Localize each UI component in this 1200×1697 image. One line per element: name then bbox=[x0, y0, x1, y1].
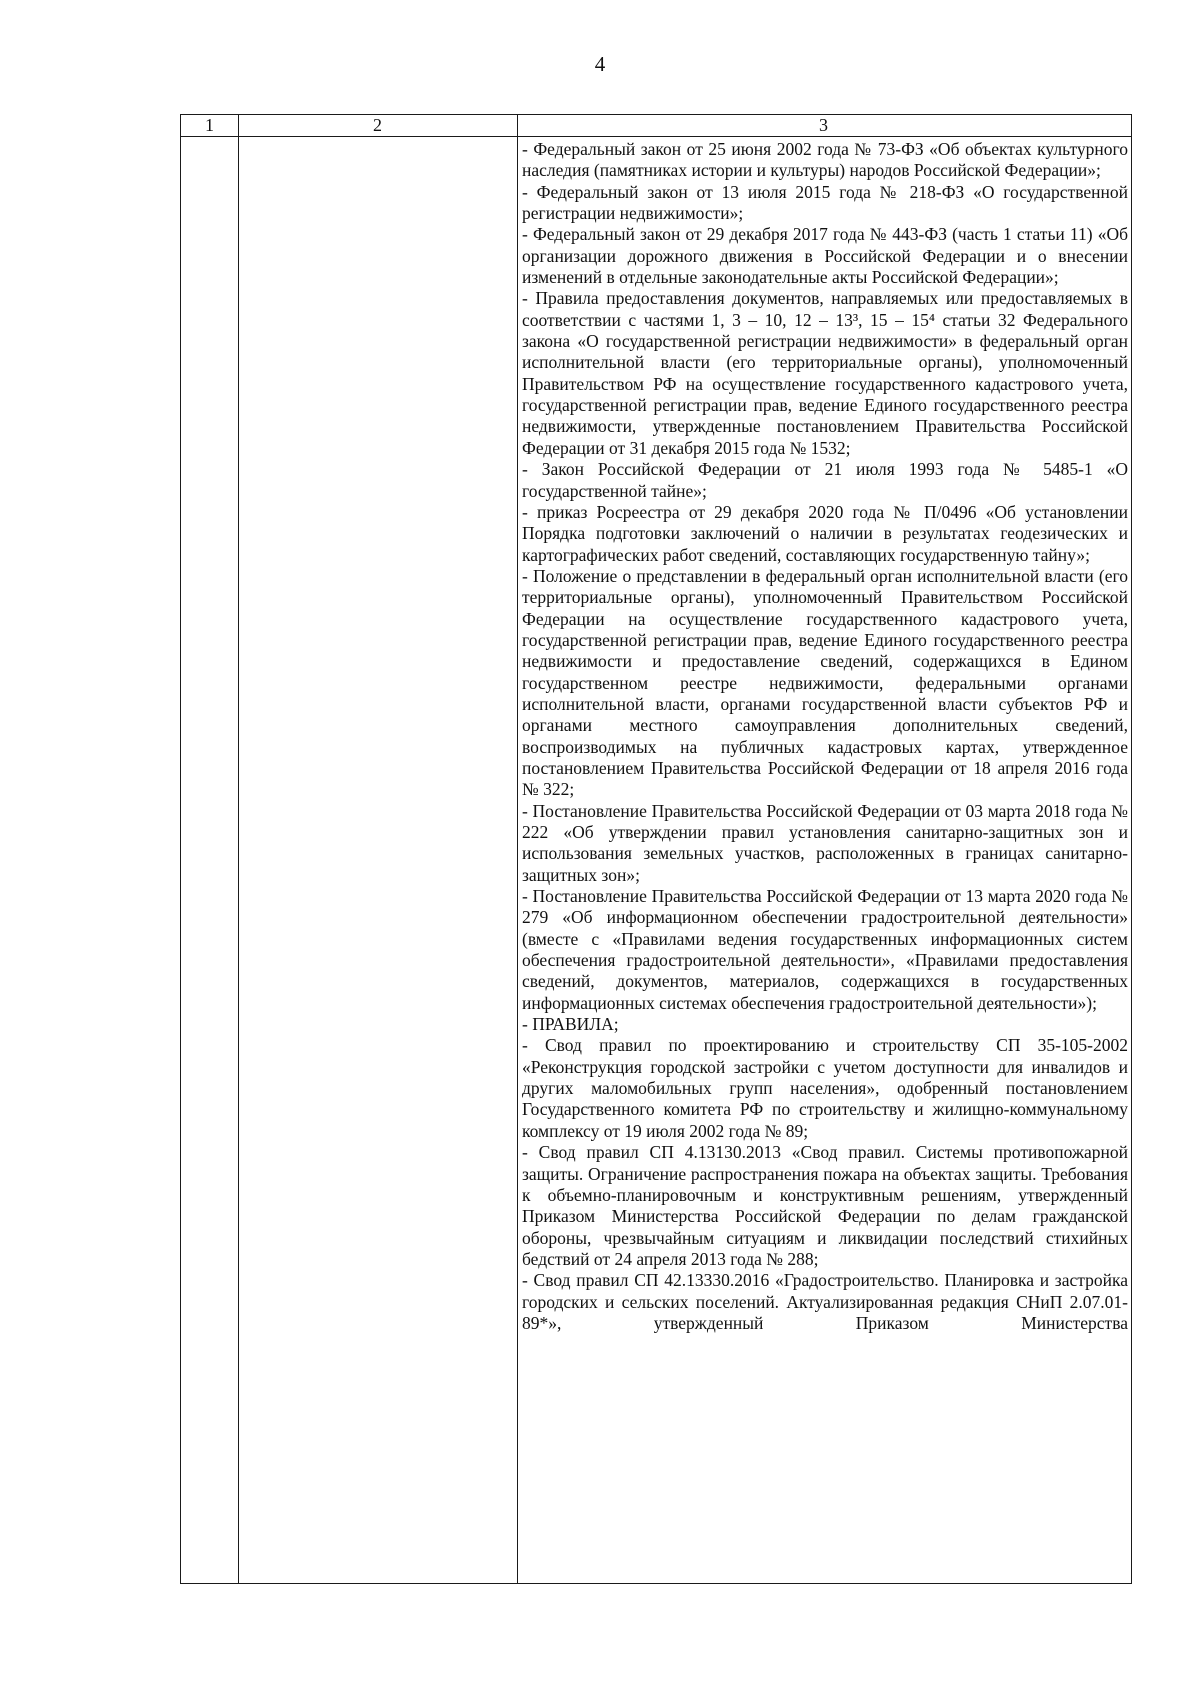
column-header-2: 2 bbox=[373, 115, 382, 135]
legal-reference-entry: - Постановление Правительства Российской Федерации от 03 марта 2018 года № 222 «Об утверждении правил установления санитарно-защитных зон и использования земельных участков, расположенных в границах санитарно-защитных зон»; bbox=[522, 800, 1128, 885]
legal-reference-entry: - ПРАВИЛА; bbox=[522, 1014, 619, 1035]
legal-reference-entry: - Свод правил по проектированию и строительству СП 35-105-2002 «Реконструкция городской застройки с учетом доступности для инвалидов и других маломобильных групп населения», одобренный постановлением Государственного комитета РФ по строительству и жилищно-коммунальному комплексу от 19 июля 2002 года № 89; bbox=[522, 1035, 1128, 1141]
legal-reference-entry: - Закон Российской Федерации от 21 июля 1993 года № 5485-1 «О государственной тайне»; bbox=[522, 459, 1128, 501]
legal-reference-entry: - Свод правил СП 4.13130.2013 «Свод правил. Системы противопожарной защиты. Ограничение распространения пожара на объектах защиты. Требования к объемно-планировочным и конструктивным решениям, утвержденный Приказом Министерства Российской Федерации по делам гражданской обороны, чрезвычайным ситуациям и ликвидации последствий стихийных бедствий от 24 апреля 2013 года № 288; bbox=[522, 1142, 1128, 1269]
legal-reference-entry: - Положение о представлении в федеральный орган исполнительной власти (его территориальные органы), уполномоченный Правительством Российской Федерации на осуществление государственного кадастрового учета, государственной регистрации прав, ведение Единого государственного реестра недвижимости и предоставление сведений, содержащихся в Едином государственном реестре недвижимости, федеральными органами исполнительной власти, органами государственной власти субъектов РФ и органами местного самоуправления дополнительных сведений, воспроизводимых на публичных кадастровых картах, утвержденное постановлением Правительства Российской Федерации от 18 апреля 2016 года № 322; bbox=[522, 565, 1128, 800]
legal-reference-entry: - Федеральный закон от 25 июня 2002 года № 73-ФЗ «Об объектах культурного наследия (памятниках истории и культуры) народов Российской Федерации»; bbox=[522, 139, 1128, 181]
legal-reference-entry: - Федеральный закон от 13 июля 2015 года № 218-ФЗ «О государственной регистрации недвижимости»; bbox=[522, 181, 1128, 224]
document-table bbox=[180, 114, 1132, 1584]
legal-reference-entry: - Правила предоставления документов, направляемых или предоставляемых в соответствии с частями 1, 3 – 10, 12 – 13³, 15 – 15⁴ статьи 32 Федерального закона «О государственной регистрации недвижимости» в федеральный орган исполнительной власти (его территориальные органы), уполномоченный Правительством РФ на осуществление государственного кадастрового учета, государственной регистрации прав, ведение Единого государственного реестра недвижимости, утвержденные постановлением Правительства Российской Федерации от 31 декабря 2015 года № 1532; bbox=[522, 288, 1128, 458]
column-divider-1 bbox=[238, 115, 239, 1583]
column-header-1: 1 bbox=[205, 115, 214, 135]
column-3-content bbox=[522, 139, 1128, 1334]
legal-reference-entry: - Свод правил СП 42.13330.2016 «Градостроительство. Планировка и застройка городских и сельских поселений. Актуализированная редакция СНиП 2.07.01-89*», утвержденный Приказом Министерства bbox=[522, 1270, 1128, 1333]
column-header-3: 3 bbox=[819, 115, 828, 135]
legal-reference-entry: - Постановление Правительства Российской Федерации от 13 марта 2020 года № 279 «Об информационном обеспечении градостроительной деятельности» (вместе с «Правилами ведения государственных информационных систем обеспечения градостроительной деятельности», «Правилами предоставления сведений, документов, материалов, содержащихся в государственных информационных системах обеспечения градостроительной деятельности»); bbox=[522, 886, 1128, 1013]
legal-reference-entry: - приказ Росреестра от 29 декабря 2020 года № П/0496 «Об установлении Порядка подготовки заключений о наличии в результатах геодезических и картографических работ сведений, составляющих государственную тайну»; bbox=[522, 501, 1128, 565]
table-header-row bbox=[181, 115, 1131, 137]
legal-reference-entry: - Федеральный закон от 29 декабря 2017 года № 443-ФЗ (часть 1 статьи 11) «Об организации дорожного движения в Российской Федерации и о внесении изменений в отдельные законодательные акты Российской Федерации»; bbox=[522, 224, 1128, 288]
column-divider-2 bbox=[517, 115, 518, 1583]
page-number: 4 bbox=[594, 52, 606, 76]
